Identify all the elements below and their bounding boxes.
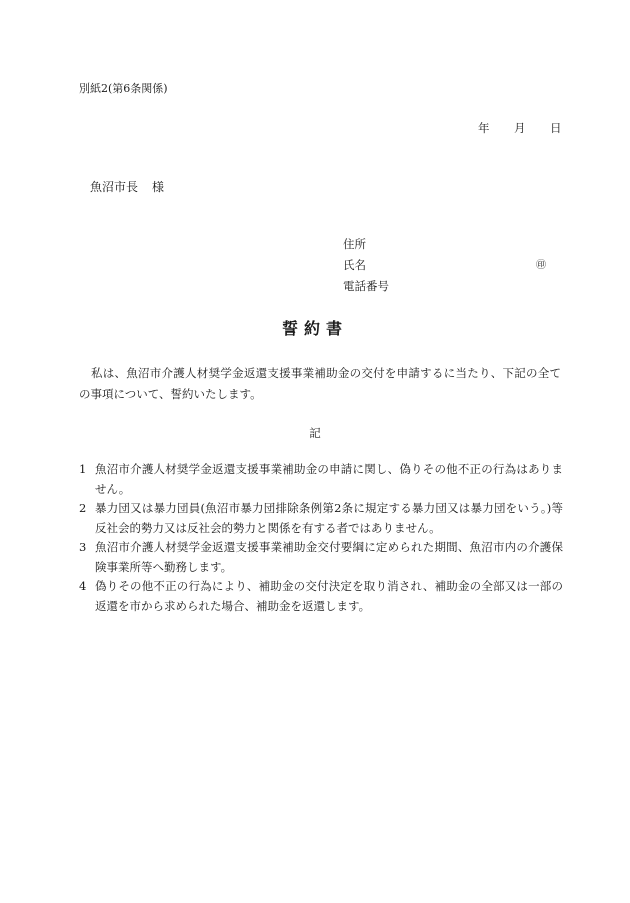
pledge-item-number: 2	[79, 501, 87, 515]
date-line	[478, 120, 562, 136]
addressee	[90, 178, 164, 195]
seal-mark: ㊞	[536, 260, 546, 271]
pledge-item	[79, 577, 563, 616]
form-reference: 別紙2(第6条関係)	[79, 82, 168, 95]
document-title: 誓約書	[281, 319, 348, 338]
name-line	[343, 255, 553, 276]
pledge-item	[79, 499, 563, 538]
pledge-item	[79, 460, 563, 499]
addressee-honorific: 様	[152, 180, 165, 194]
pledge-item-text: 魚沼市介護人材奨学金返還支援事業補助金交付要綱に定められた期間、魚沼市内の介護保険事業所等へ勤務します。	[95, 540, 563, 574]
date-year-label: 年	[478, 121, 490, 135]
ki-heading: 記	[309, 426, 321, 440]
date-month-label: 月	[514, 121, 526, 135]
pledge-item-text: 魚沼市介護人材奨学金返還支援事業補助金の申請に関し、偽りその他不正の行為はありません。	[95, 462, 563, 496]
pledge-item-number: 1	[79, 462, 87, 476]
phone-label: 電話番号	[343, 279, 389, 293]
pledge-item-number: 4	[79, 579, 87, 593]
pledge-item-number: 3	[79, 540, 87, 554]
name-label: 氏名	[343, 258, 366, 272]
intro-paragraph: 私は、魚沼市介護人材奨学金返還支援事業補助金の交付を申請するに当たり、下記の全ての事項について、誓約いたします。	[79, 366, 561, 401]
applicant-block	[343, 234, 553, 297]
pledge-item	[79, 538, 563, 577]
pledge-item-text: 暴力団又は暴力団員(魚沼市暴力団排除条例第2条に規定する暴力団又は暴力団をいう。)等反社会的勢力又は反社会的勢力と関係を有する者ではありません。	[95, 501, 563, 535]
pledge-item-text: 偽りその他不正の行為により、補助金の交付決定を取り消され、補助金の全部又は一部の返還を市から求められた場合、補助金を返還します。	[95, 579, 563, 613]
address-label: 住所	[343, 237, 366, 251]
phone-line	[343, 276, 553, 297]
address-line	[343, 234, 553, 255]
date-day-label: 日	[550, 121, 562, 135]
pledge-items	[79, 460, 563, 616]
addressee-name: 魚沼市長	[90, 180, 139, 194]
